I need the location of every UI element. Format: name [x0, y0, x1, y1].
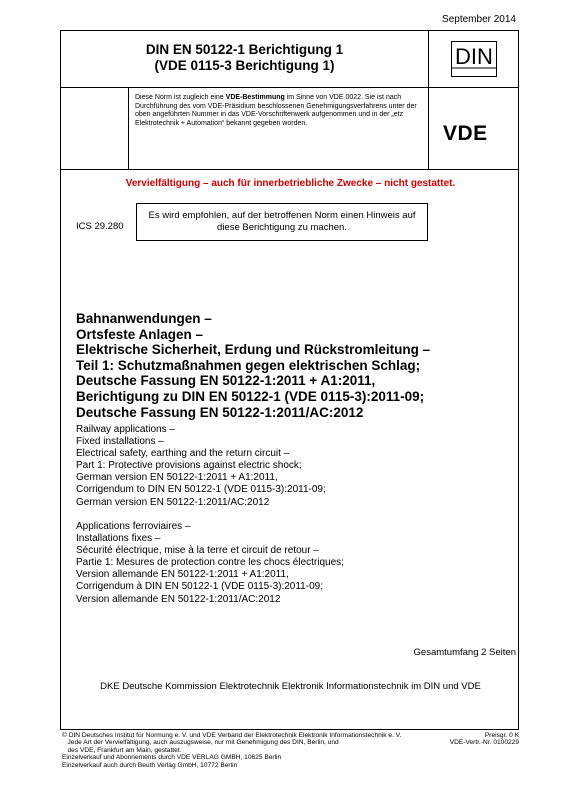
- title-en-line: German version EN 50122-1:2011 + A1:2011,: [76, 472, 278, 484]
- footer-line: des VDE, Frankfurt am Main, gestattet.: [62, 746, 182, 754]
- din-logo-text: DIN: [455, 44, 493, 69]
- title-en-line: Corrigendum to DIN EN 50122-1 (VDE 0115-3):2011-09;: [76, 484, 326, 496]
- header-title: [61, 31, 429, 88]
- title-fr-line: Sécurité électrique, mise à la terre et circuit de retour –: [76, 545, 319, 557]
- title-de-line: Deutsche Fassung EN 50122-1:2011/AC:2012: [76, 404, 364, 420]
- title-en-line: Fixed installations –: [76, 436, 164, 448]
- din-logo-icon: [451, 41, 497, 77]
- title-de-line: Deutsche Fassung EN 50122-1:2011 + A1:2011,: [76, 373, 376, 389]
- title-french: [76, 521, 516, 606]
- vde-logo-box: [429, 88, 518, 170]
- page-count: Gesamtumfang 2 Seiten: [413, 647, 516, 658]
- advice-box: Es wird empfohlen, auf der betroffenen Norm einen Hinweis auf diese Berichtigung zu machen.: [136, 203, 428, 241]
- title-en-line: Electrical safety, earthing and the return circuit –: [76, 448, 290, 460]
- title-fr-line: Partie 1: Mesures de protection contre les chocs électriques;: [76, 557, 344, 569]
- title-fr-line: Version allemande EN 50122-1:2011/AC:2012: [76, 593, 281, 605]
- footer-copyright: [62, 732, 422, 769]
- document-frame: [60, 30, 519, 730]
- title-de-line: Teil 1: Schutzmaßnahmen gegen elektrischen Schlag;: [76, 357, 421, 373]
- order-number: VDE-Vertr.-Nr. 0100229: [449, 739, 519, 747]
- title-en-line: Part 1: Protective provisions against electric shock;: [76, 460, 302, 472]
- title-de-line: Elektrische Sicherheit, Erdung und Rückstromleitung –: [76, 342, 431, 358]
- dke-credit: DKE Deutsche Kommission Elektrotechnik Elektronik Informationstechnik im DIN und VDE: [100, 681, 481, 692]
- title-de-line: Berichtigung zu DIN EN 50122-1 (VDE 0115-3):2011-09;: [76, 388, 425, 404]
- footer-line: Einzelverkauf und Abonnements durch VDE VERLAG GMBH, 10625 Berlin: [62, 754, 282, 762]
- footer-line: © DIN Deutsches Institut für Normung e. V. und VDE Verband der Elektrotechnik Elektronik Informationstechnik e. V.: [62, 732, 402, 739]
- title-en-line: Railway applications –: [76, 424, 175, 435]
- header-spacer: [61, 88, 129, 170]
- price-group: Preisgr. 0 K: [484, 732, 519, 739]
- title-fr-line: Installations fixes –: [76, 533, 161, 545]
- title-en-line: German version EN 50122-1:2011/AC:2012: [76, 496, 270, 508]
- footer-line: Einzelverkauf auch durch Beuth Verlag GmbH, 10772 Berlin: [62, 761, 238, 769]
- title-fr-line: Applications ferroviaires –: [76, 521, 191, 532]
- title-fr-line: Version allemande EN 50122-1:2011 + A1:2011,: [76, 569, 289, 581]
- title-english: [76, 424, 516, 509]
- din-logo-box: [429, 31, 518, 88]
- ics-code: ICS 29.280: [76, 221, 124, 232]
- vde-number: (VDE 0115-3 Berichtigung 1): [154, 58, 335, 73]
- standard-number: DIN EN 50122-1 Berichtigung 1: [145, 42, 344, 57]
- vde-note: Diese Norm ist zugleich eine VDE-Bestimmung im Sinne von VDE 0022. Sie ist nach Durchführung des vom VDE-Präsidium beschlossenen Genehmigungsverfahrens unter der oben angeführten Nummer in das VDE-Vorschriftenwerk aufgenommen und in der „etz Elektrotechnik + Automation“ bekannt gegeben worden.: [129, 88, 429, 170]
- copy-warning: Vervielfältigung – auch für innerbetriebliche Zwecke – nicht gestattet.: [125, 178, 456, 189]
- title-de-line: Ortsfeste Anlagen –: [76, 326, 204, 342]
- footer-pricing: [450, 732, 519, 747]
- vde-logo: VDE: [443, 122, 488, 145]
- footer-line: Jede Art der Vervielfältigung, auch auszugsweise, nur mit Genehmigung des DIN, Berlin, und: [62, 739, 339, 747]
- title-de-line: Bahnanwendungen –: [76, 311, 212, 326]
- publication-date: September 2014: [442, 14, 516, 25]
- title-fr-line: Corrigendum à DIN EN 50122-1 (VDE 0115-3):2011-09;: [76, 581, 323, 593]
- title-german: [76, 311, 516, 420]
